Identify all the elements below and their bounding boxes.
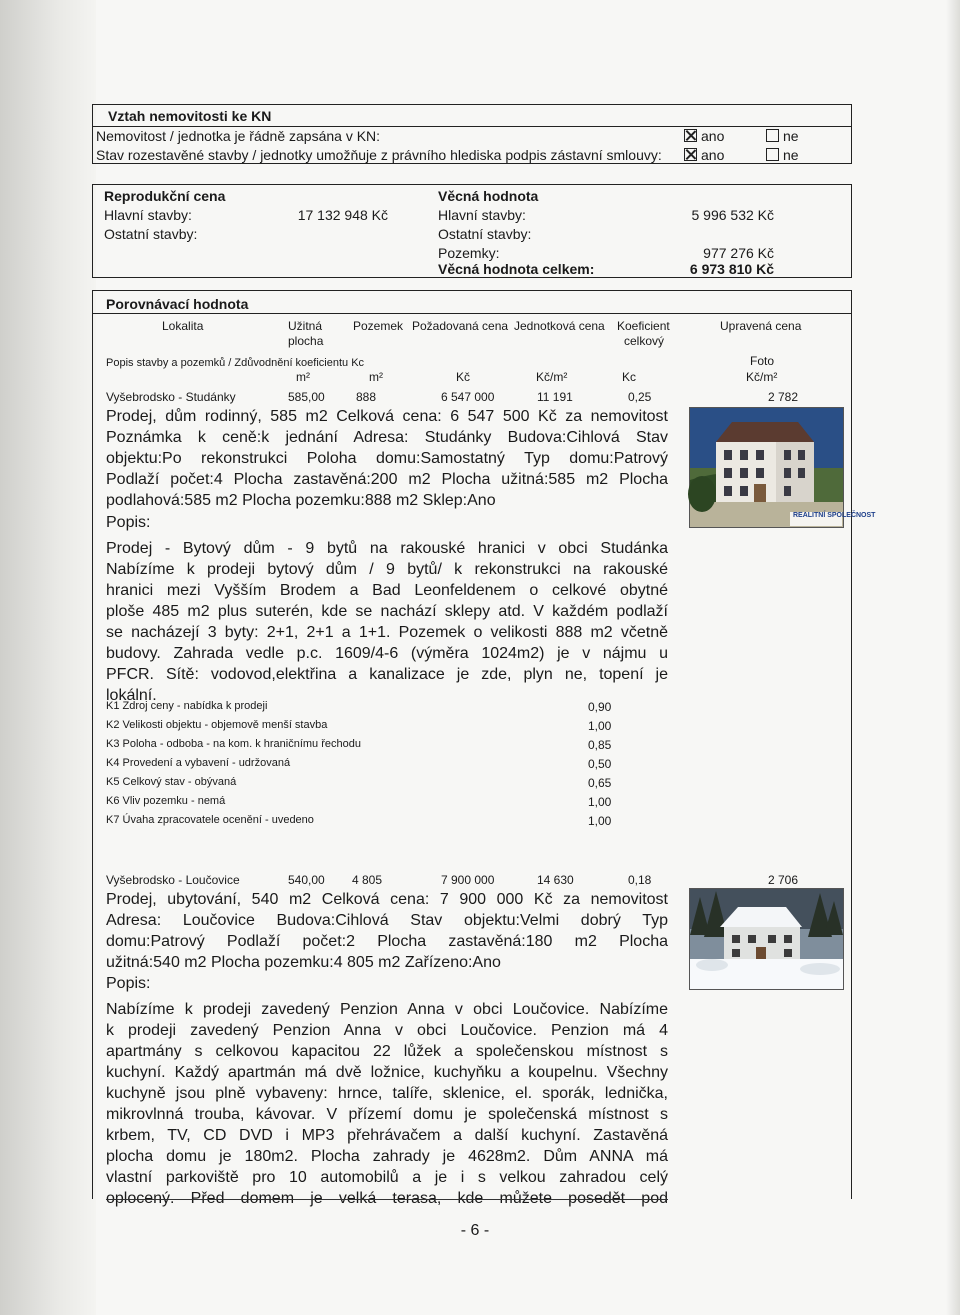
item1-popis-label: Popis: (106, 514, 151, 531)
vecna-main-label: Hlavní stavby: (438, 207, 526, 223)
item2-photo-snow-house (690, 889, 843, 989)
item2-summary (106, 889, 668, 973)
item2-desc-line: kuchyně jsou plně vybaveny: hrnce, talíře, sklenice, el. sporák, lednička, (106, 1085, 668, 1102)
no-label: ne (783, 128, 799, 144)
item1-summary-line: Poznámka k ceně:k jednání Adresa: Studánky Budova:Cihlová Stav (106, 429, 668, 446)
item2-desc-line: oplocený. Před domem je velká terasa, kde můžete posedět pod (106, 1190, 668, 1207)
item1-desc-line: budovy. Zahrada vedle p.c. 1609/4-6 (výměra 1024m2) je v nájmu u (106, 645, 668, 662)
item2-desc-line: kuchyní. Každý apartmán má dvě ložnice, kuchyňku a koupelnu. Všechny (106, 1064, 668, 1081)
col-koeficient-1: Koeficient (617, 319, 670, 333)
checkbox-empty-icon[interactable] (766, 148, 779, 161)
col-koeficient-2: celkový (624, 334, 665, 348)
col-jednotkova: Jednotková cena (514, 319, 605, 333)
kn-relation-title: Vztah nemovitosti ke KN (108, 108, 272, 124)
land-label: Pozemky: (438, 245, 500, 261)
page-edge-shadow (946, 0, 960, 1315)
vecna-main-value: 5 996 532 Kč (691, 207, 774, 223)
unit-kc-coef: Kc (622, 370, 637, 384)
item1-desc-line: Nabízíme k prodeji bytový dům / 9 bytů/ k rekonstrukci na rakouské (106, 561, 668, 578)
col-lokalita: Lokalita (162, 319, 204, 333)
item2-popis-label: Popis: (106, 975, 151, 992)
item1-coef-value: 1,00 (588, 719, 612, 733)
item1-coef-label: K5 Celkový stav - obývaná (106, 776, 237, 788)
item1-summary-line: objektu:Po rekonstrukci Poloha domu:Samostatný Typ domu:Patrový (106, 450, 668, 467)
item2-text-underline (106, 1199, 668, 1200)
land-value: 977 276 Kč (703, 245, 774, 261)
item2-desc-line: plocha domu je 180m2. Plocha zahrady je 4628m2. Dům ANNA má (106, 1148, 668, 1165)
item1-desc-line: PFCR. Sítě: vodovod,elektřina a kanalizace je zde, plyn ne, topení je (106, 666, 668, 683)
item2-photo (689, 888, 844, 990)
no-label: ne (783, 147, 799, 163)
comparison-title-divider (92, 313, 852, 314)
item1-coef-value: 0,65 (588, 776, 612, 790)
item1-summary-line: Prodej, dům rodinný, 585 m2 Celková cena: 6 547 500 Kč za nemovitost (106, 408, 668, 425)
item2-pozemek: 4 805 (352, 873, 383, 887)
item1-photo-building (690, 408, 843, 527)
kn-q1-yes-option[interactable] (684, 128, 724, 144)
unit-kc-m2-upravena: Kč/m² (746, 370, 778, 384)
item1-desc-line: ploše 485 m2 plus suterén, kde se nachází sklepy atd. V každém podlaží (106, 603, 668, 620)
item2-summary-line: Adresa: Loučovice Budova:Cihlová Stav objektu:Velmi dobrý Typ (106, 912, 668, 929)
item2-uzitna: 540,00 (288, 873, 325, 887)
binding-shadow (0, 0, 96, 1315)
item2-desc-line: vlastní parkoviště pro 10 automobilů a je i s velkou zahradou celý (106, 1169, 668, 1186)
unit-m2-uzitna: m² (296, 370, 310, 384)
kn-q1-no-option[interactable] (766, 128, 799, 144)
item2-desc-line: krbem, TV, CD DVD i MP3 přehrávačem a další kuchyní. Zastavěná (106, 1127, 668, 1144)
item2-summary-line: Prodej, ubytování, 540 m2 Celková cena: 7 900 000 Kč za nemovitost (106, 891, 668, 908)
col-uzitna-2: plocha (288, 334, 324, 348)
item1-desc-line: se nacházejí 3 byty: 2+1, 2+1 a 1+1. Pozemek o velikosti 888 m2 včetně (106, 624, 668, 641)
item1-desc-line: Prodej - Bytový dům - 9 bytů na rakouské hranici v obci Studánka (106, 540, 668, 557)
item1-lokalita: Vyšebrodsko - Studánky (106, 390, 236, 404)
page-number: - 6 - (460, 1222, 490, 1239)
vecna-total-value: 6 973 810 Kč (689, 261, 774, 277)
item2-description (106, 999, 668, 1209)
item1-coef-label: K7 Úvaha zpracovatele ocenění - uvedeno (106, 814, 314, 826)
item2-summary-line: užitná:540 m2 Plocha pozemku:4 805 m2 Zařízeno:Ano (106, 954, 501, 971)
item2-desc-line: mikrovlnná trouba, kávovar. V přízemí domu je společenská místnost s (106, 1106, 668, 1123)
item1-photo-watermark: REALITNÍ SPOLEČNOST (793, 512, 876, 519)
item2-desc-line: apartmány s celkovou kapacitou 22 lůžek a společenskou místnost s (106, 1043, 668, 1060)
vecna-other-label: Ostatní stavby: (438, 226, 532, 242)
yes-label: ano (701, 147, 725, 163)
item1-uzitna: 585,00 (288, 390, 325, 404)
col-pozadovana: Požadovaná cena (412, 319, 509, 333)
comparison-title: Porovnávací hodnota (106, 296, 249, 312)
item2-summary-line: domu:Patrový Podlaží počet:2 Plocha zastavěná:180 m2 Plocha (106, 933, 668, 950)
item1-coef-label: K4 Provedení a vybavení - udržovaná (106, 757, 291, 769)
item2-upravena: 2 706 (767, 873, 798, 887)
item1-summary (106, 406, 668, 511)
unit-kc: Kč (456, 370, 471, 384)
item1-coef-value: 0,50 (588, 757, 612, 771)
item2-desc-line: k prodeji zavedený Penzion Anna v obci Loučovice. Penzion má 4 (106, 1022, 668, 1039)
item1-coef-value: 0,85 (588, 738, 612, 752)
item2-koeficient: 0,18 (628, 873, 652, 887)
item1-jednotkova: 11 191 (537, 390, 573, 404)
item1-desc-line: lokální. (106, 687, 157, 704)
item2-jednotkova: 14 630 (537, 873, 574, 887)
popis-header: Popis stavby a pozemků / Zdůvodnění koeficientu Kc (106, 357, 365, 369)
vecna-total-label: Věcná hodnota celkem: (438, 261, 595, 277)
foto-header: Foto (749, 354, 774, 368)
item1-summary-line: podlahová:585 m2 Plocha pozemku:888 m2 Sklep:Ano (106, 492, 496, 509)
item1-coef-value: 0,90 (588, 700, 612, 714)
item1-coef-label: K3 Poloha - odboba - na kom. k hraničnímu řechodu (106, 738, 361, 750)
kn-q2-yes-option[interactable] (684, 147, 724, 163)
item1-coef-label: K2 Velikosti objektu - objemově menší stavba (106, 719, 328, 731)
repro-main-value: 17 132 948 Kč (297, 207, 388, 223)
repro-main-label: Hlavní stavby: (104, 207, 192, 223)
item1-koeficient: 0,25 (628, 390, 652, 404)
item1-photo (689, 407, 876, 528)
checkbox-checked-icon[interactable] (684, 129, 697, 142)
item2-pozadovana: 7 900 000 (441, 873, 495, 887)
item1-coef-value: 1,00 (588, 814, 612, 828)
item1-coef-label: K1 Zdroj ceny - nabídka k prodeji (106, 700, 268, 712)
item1-coef-value: 1,00 (588, 795, 612, 809)
unit-kc-m2: Kč/m² (536, 370, 568, 384)
col-pozemek: Pozemek (353, 319, 404, 333)
item2-lokalita: Vyšebrodsko - Loučovice (106, 873, 240, 887)
repro-title: Reprodukční cena (104, 188, 226, 204)
item1-desc-line: hranici mezi Vyšším Brodem a Bad Leonfeldenem o celkové obytné (106, 582, 668, 599)
item2-desc-line: Nabízíme k prodeji zavedený Penzion Anna v obci Loučovice. Nabízíme (106, 1001, 668, 1018)
yes-label: ano (701, 128, 725, 144)
item1-upravena: 2 782 (767, 390, 798, 404)
repro-other-label: Ostatní stavby: (104, 226, 198, 242)
col-uzitna-1: Užitná (288, 319, 323, 333)
col-upravena: Upravená cena (720, 319, 802, 333)
item1-pozadovana: 6 547 000 (441, 390, 495, 404)
unit-m2-pozemek: m² (369, 370, 383, 384)
checkbox-checked-icon[interactable] (684, 148, 697, 161)
item1-summary-line: Podlaží počet:4 Plocha zastavěná:200 m2 Plocha užitná:585 m2 Plocha (106, 471, 668, 488)
kn-q2-no-option[interactable] (766, 147, 799, 163)
item1-pozemek: 888 (356, 390, 377, 404)
kn-question-2: Stav rozestavěné stavby / jednotky umožňuje z právního hlediska podpis zástavní smlouvy: (96, 147, 662, 163)
item1-coef-label: K6 Vliv pozemku - nemá (106, 795, 226, 807)
kn-question-1: Nemovitost / jednotka je řádně zapsána v KN: (96, 128, 381, 144)
kn-relation-divider (92, 126, 852, 127)
checkbox-empty-icon[interactable] (766, 129, 779, 142)
item1-description (106, 538, 668, 706)
vecna-title: Věcná hodnota (438, 188, 539, 204)
